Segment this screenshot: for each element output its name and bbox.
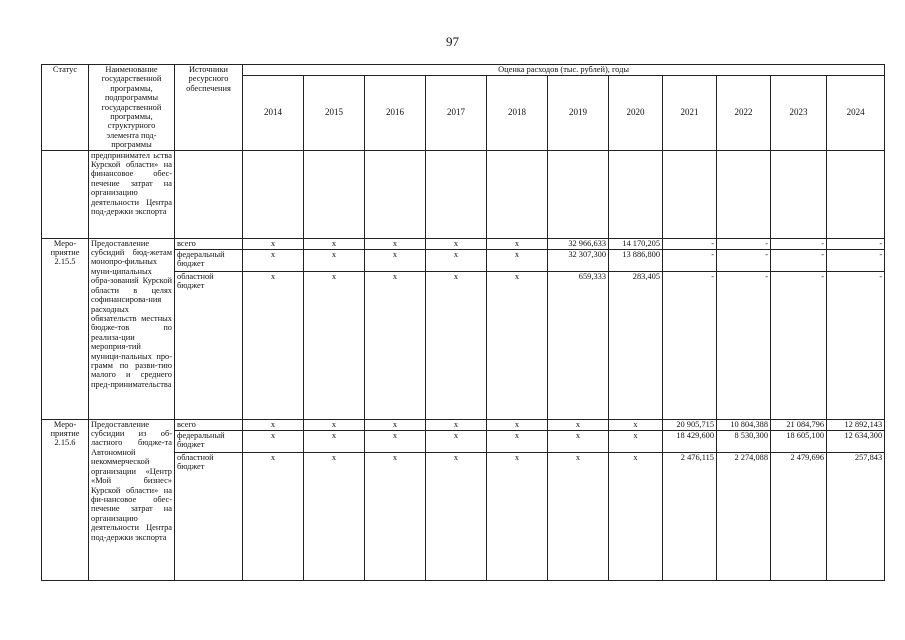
value-cell: х	[426, 249, 487, 271]
value-cell: -	[717, 238, 771, 249]
value-cell: х	[426, 430, 487, 452]
value-cell: 21 084,796	[771, 419, 827, 430]
header-sources: Источники ресурсного обеспечения	[175, 65, 243, 151]
value-cell: х	[609, 419, 663, 430]
header-estimate: Оценка расходов (тыс. рублей), годы	[243, 65, 885, 76]
value-cell: 10 804,388	[717, 419, 771, 430]
status-cell: Меро-приятие 2.15.5	[42, 238, 89, 419]
year-header: 2015	[304, 76, 365, 150]
value-cell: х	[243, 249, 304, 271]
table-row	[42, 419, 885, 430]
value-cell: -	[771, 249, 827, 271]
value-cell: х	[304, 430, 365, 452]
value-cell: -	[827, 238, 885, 249]
value-cell: 12 634,300	[827, 430, 885, 452]
source-cell: федеральный бюджет	[175, 430, 243, 452]
value-cell: 20 905,715	[663, 419, 717, 430]
measure-name: Предоставление субсидий бюд-жетам монопро-фильных муни-ципальных обра-зований Курской области в целях софинансирова-ния расходных обязательств местных бюдже-тов по реализа-ции мероприя-тий муници-пальных про-грамм по разви-тию малого и среднего пред-принимательства	[89, 238, 175, 419]
value-cell: х	[365, 271, 426, 419]
table-row	[42, 238, 885, 249]
value-cell: -	[663, 238, 717, 249]
value-cell: 2 274,088	[717, 452, 771, 580]
year-header: 2018	[487, 76, 548, 150]
header-status: Статус	[42, 65, 89, 151]
value-cell: х	[365, 430, 426, 452]
value-cell: х	[487, 238, 548, 249]
value-cell: х	[426, 238, 487, 249]
year-header: 2021	[663, 76, 717, 150]
value-cell: х	[548, 452, 609, 580]
value-cell: -	[827, 271, 885, 419]
value-cell: 13 886,800	[609, 249, 663, 271]
value-cell: х	[365, 238, 426, 249]
value-cell: х	[365, 249, 426, 271]
value-cell: х	[426, 271, 487, 419]
value-cell: -	[771, 271, 827, 419]
year-header: 2016	[365, 76, 426, 150]
value-cell: -	[771, 238, 827, 249]
year-header: 2017	[426, 76, 487, 150]
value-cell: х	[304, 419, 365, 430]
value-cell: х	[487, 430, 548, 452]
value-cell: х	[609, 452, 663, 580]
value-cell: х	[243, 419, 304, 430]
header-name: Наименование государственной программы, подпрограммы государственной программы, структурного элемента под-программы	[89, 65, 175, 151]
value-cell: -	[827, 249, 885, 271]
continuation-name: предпринимател ьства Курской области» на финансовое обес-печение затрат на организацию деятельности Центра под-держки экспорта	[89, 150, 175, 238]
value-cell: 2 476,115	[663, 452, 717, 580]
value-cell: х	[548, 430, 609, 452]
value-cell: -	[717, 249, 771, 271]
value-cell: х	[304, 271, 365, 419]
value-cell: х	[487, 249, 548, 271]
value-cell: х	[487, 419, 548, 430]
year-header: 2020	[609, 76, 663, 150]
source-cell: федеральный бюджет	[175, 249, 243, 271]
value-cell: 12 892,143	[827, 419, 885, 430]
value-cell: х	[304, 249, 365, 271]
value-cell: 14 170,205	[609, 238, 663, 249]
value-cell: х	[548, 419, 609, 430]
value-cell: х	[304, 238, 365, 249]
value-cell: 283,405	[609, 271, 663, 419]
source-cell: всего	[175, 238, 243, 249]
year-header: 2019	[548, 76, 609, 150]
value-cell: х	[243, 238, 304, 249]
value-cell: -	[663, 271, 717, 419]
value-cell: х	[243, 452, 304, 580]
year-header: 2024	[827, 76, 885, 150]
value-cell: 659,333	[548, 271, 609, 419]
continuation-row	[42, 150, 885, 238]
year-header: 2014	[243, 76, 304, 150]
value-cell: х	[365, 419, 426, 430]
year-header: 2022	[717, 76, 771, 150]
measure-name: Предоставление субсидии из об-ластного бюдже-та Автономной некоммерческой организации «Центр «Мой бизнес» Курской области» на фи-нансовое обес-печение затрат на организацию деятельности Центра под-держки экспорта	[89, 419, 175, 580]
value-cell: х	[609, 430, 663, 452]
value-cell: х	[304, 452, 365, 580]
value-cell: 8 530,300	[717, 430, 771, 452]
value-cell: х	[426, 452, 487, 580]
value-cell: х	[487, 271, 548, 419]
source-cell: областной бюджет	[175, 271, 243, 419]
value-cell: х	[426, 419, 487, 430]
value-cell: -	[717, 271, 771, 419]
value-cell: 257,843	[827, 452, 885, 580]
value-cell: -	[663, 249, 717, 271]
value-cell: 18 429,600	[663, 430, 717, 452]
value-cell: 32 307,300	[548, 249, 609, 271]
expenditure-table	[41, 64, 885, 581]
year-header: 2023	[771, 76, 827, 150]
source-cell: всего	[175, 419, 243, 430]
page-number: 97	[446, 34, 459, 49]
value-cell: х	[243, 430, 304, 452]
value-cell: х	[243, 271, 304, 419]
value-cell: х	[365, 452, 426, 580]
value-cell: х	[487, 452, 548, 580]
source-cell: областной бюджет	[175, 452, 243, 580]
status-cell: Меро-приятие 2.15.6	[42, 419, 89, 580]
value-cell: 32 966,633	[548, 238, 609, 249]
value-cell: 2 479,696	[771, 452, 827, 580]
value-cell: 18 605,100	[771, 430, 827, 452]
